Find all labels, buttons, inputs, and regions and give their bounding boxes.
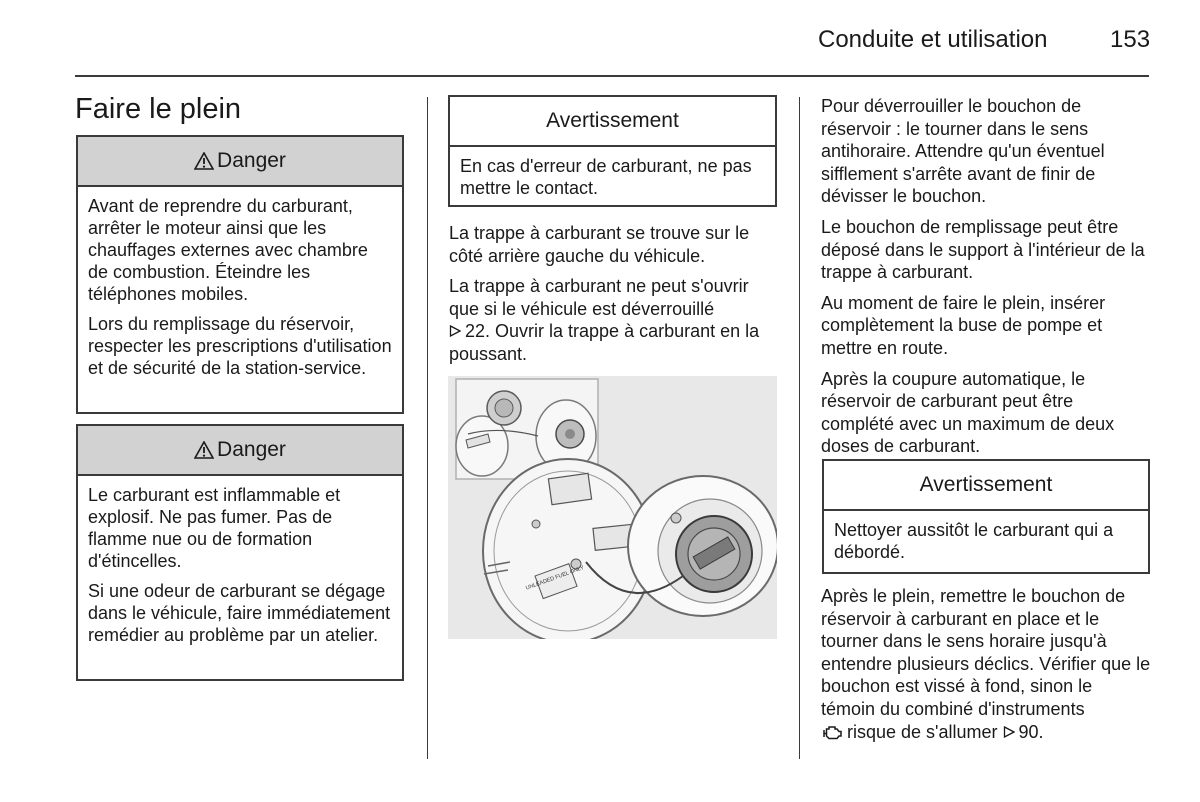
col3-paragraph-5 bbox=[821, 585, 1151, 743]
danger-box-2-body bbox=[78, 476, 402, 646]
danger-1-paragraph-1: Avant de reprendre du carburant, arrêter le moteur ainsi que les chauffages externes avec chambre de combustion. Éteindre les téléphones mobiles. bbox=[88, 196, 368, 304]
section-title: Faire le plein bbox=[75, 93, 242, 125]
warning-box-2-body: Nettoyer aussitôt le carburant qui a débordé. bbox=[834, 520, 1114, 562]
danger-box-2 bbox=[76, 424, 404, 681]
running-header-title: Conduite et utilisation bbox=[818, 26, 1048, 53]
warning-triangle-icon bbox=[194, 441, 214, 459]
col2-paragraph-1: La trappe à carburant se trouve sur le côté arrière gauche du véhicule. bbox=[449, 223, 750, 266]
col2-paragraph-2-text: La trappe à carburant ne peut s'ouvrir que si le véhicule est déverrouillé bbox=[449, 276, 749, 319]
warning-box-1-body: En cas d'erreur de carburant, ne pas mettre le contact. bbox=[460, 156, 752, 198]
danger-box-2-header bbox=[78, 426, 402, 476]
warning-box-1 bbox=[448, 95, 777, 207]
warning-box-2 bbox=[822, 459, 1150, 574]
danger-label: Danger bbox=[217, 149, 286, 172]
col3-paragraph-5-ref: 90. bbox=[1018, 721, 1044, 742]
col2-paragraph-2 bbox=[449, 275, 779, 365]
warning-box-1-header: Avertissement bbox=[450, 97, 775, 147]
col2-paragraph-2-ref: 22. Ouvrir la trappe à carburant en la poussant. bbox=[449, 321, 760, 364]
col3-paragraph-4: Après la coupure automatique, le réservoir de carburant peut être complété avec un maximum de deux doses de carburant. bbox=[821, 368, 1115, 457]
col2-text bbox=[449, 222, 779, 374]
danger-box-1 bbox=[76, 135, 404, 414]
fuel-type-label: UNLEADED FUEL ONLY bbox=[525, 564, 585, 592]
warning-box-2-header: Avertissement bbox=[824, 461, 1148, 511]
page-reference-icon bbox=[1003, 726, 1015, 738]
col3-paragraph-3: Au moment de faire le plein, insérer complètement la buse de pompe et mettre en route. bbox=[821, 292, 1106, 358]
page-reference-icon bbox=[449, 325, 461, 337]
column-divider-right bbox=[799, 97, 800, 759]
danger-label: Danger bbox=[217, 438, 286, 461]
page-number: 153 bbox=[1110, 26, 1151, 53]
danger-box-1-header bbox=[78, 137, 402, 187]
column-divider-left bbox=[427, 97, 428, 759]
danger-box-1-body bbox=[78, 187, 402, 379]
danger-1-paragraph-2: Lors du remplissage du réservoir, respecter les prescriptions d'utilisation et de sécurité de la station-service. bbox=[88, 314, 392, 378]
col3-paragraph-5-end: risque de s'allumer bbox=[847, 721, 998, 742]
fuel-door-drawing bbox=[448, 376, 777, 639]
col3-paragraph-5-text: Après le plein, remettre le bouchon de réservoir à carburant en place et le tourner dans le sens horaire jusqu'à entendre plusieurs déclics. Vérifier que le bouchon est vissé à fond, sinon le témoin du combiné d'instruments bbox=[821, 586, 1151, 719]
danger-2-paragraph-1: Le carburant est inflammable et explosif. Ne pas fumer. Pas de flamme nue ou de formation d'étincelles. bbox=[88, 485, 341, 571]
col3-text-top bbox=[821, 95, 1151, 466]
danger-2-paragraph-2: Si une odeur de carburant se dégage dans le véhicule, faire immédiatement remédier au problème par un atelier. bbox=[88, 581, 391, 645]
col3-paragraph-1: Pour déverrouiller le bouchon de réservoir : le tourner dans le sens antihoraire. Attendre qu'un éventuel sifflement s'arrête avant de finir de dévisser le bouchon. bbox=[821, 96, 1105, 207]
fuel-filler-illustration bbox=[448, 376, 777, 639]
col3-paragraph-2: Le bouchon de remplissage peut être déposé dans le support à l'intérieur de la trappe à carburant. bbox=[821, 216, 1145, 283]
warning-triangle-icon bbox=[194, 152, 214, 170]
engine-warning-icon bbox=[821, 723, 843, 741]
header-rule bbox=[75, 75, 1149, 77]
col3-text-bottom bbox=[821, 585, 1151, 751]
